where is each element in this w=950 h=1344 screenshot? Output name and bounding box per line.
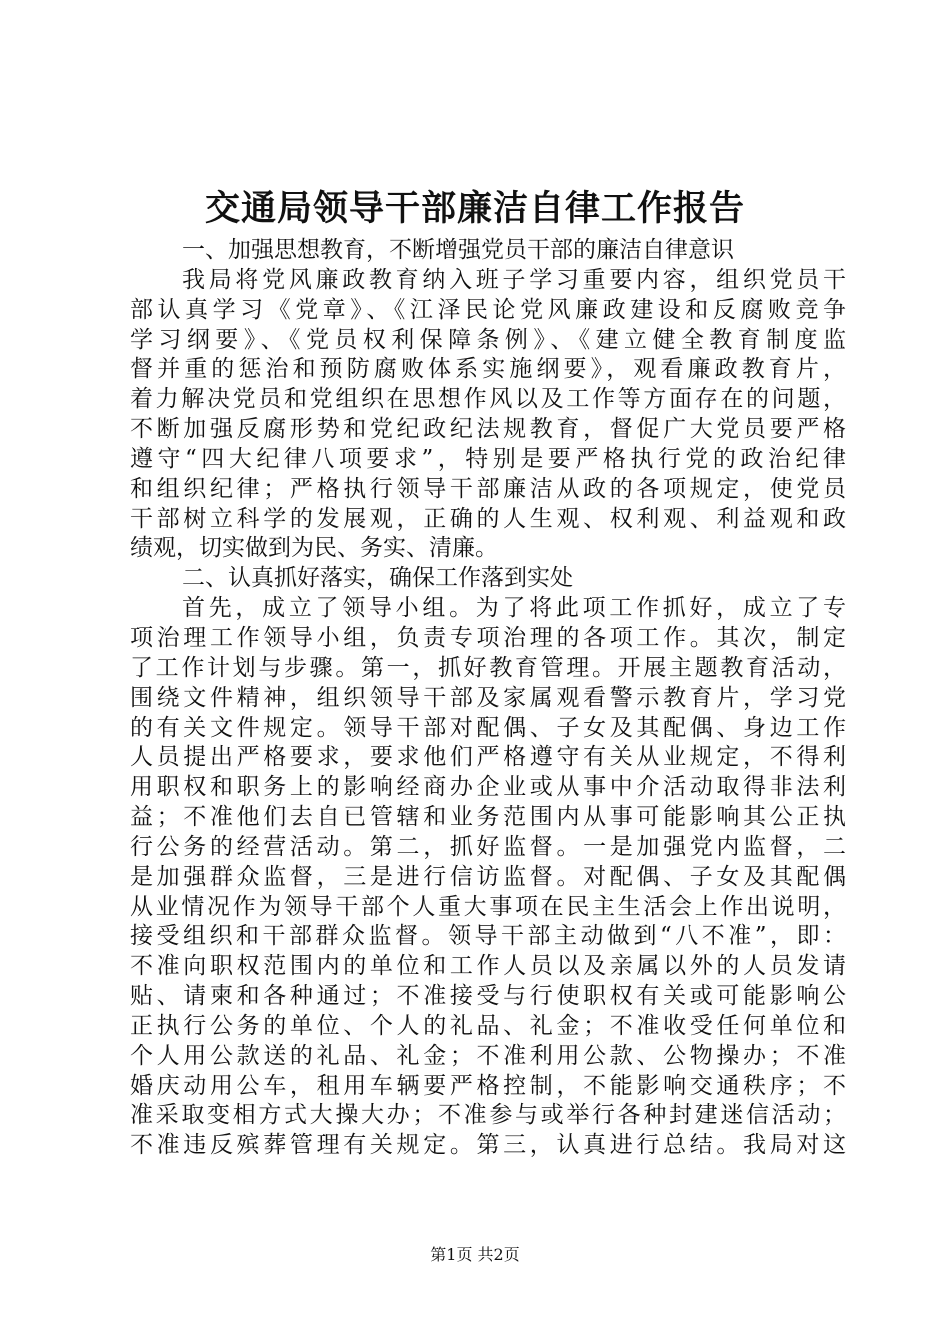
text-line: 益；不准他们去自已管辖和业务范围内从事可能影响其公正执 bbox=[130, 804, 846, 831]
text-line: 我局将党风廉政教育纳入班子学习重要内容，组织党员干 bbox=[182, 266, 846, 293]
text-line: 的有关文件规定。领导干部对配偶、子女及其配偶、身边工作 bbox=[130, 714, 846, 741]
text-line: 督并重的惩治和预防腐败体系实施纲要》，观看廉政教育片， bbox=[130, 356, 846, 383]
text-line: 人员提出严格要求，要求他们严格遵守有关从业规定，不得利 bbox=[130, 744, 846, 771]
text-line: 学习纲要》、《党员权利保障条例》、《建立健全教育制度监 bbox=[130, 326, 846, 353]
text-line: 首先，成立了领导小组。为了将此项工作抓好，成立了专 bbox=[182, 595, 846, 622]
text-line: 围绕文件精神，组织领导干部及家属观看警示教育片，学习党 bbox=[130, 684, 846, 711]
text-line: 一、加强思想教育，不断增强党员干部的廉洁自律意识 bbox=[182, 237, 734, 263]
text-line: 行公务的经营活动。第二，抓好监督。一是加强党内监督，二 bbox=[130, 833, 846, 860]
text-line: 二、认真抓好落实，确保工作落到实处 bbox=[182, 565, 573, 592]
text-line: 干部树立科学的发展观，正确的人生观、权利观、利益观和政 bbox=[130, 505, 846, 532]
text-line: 不准违反殡葬管理有关规定。第三，认真进行总结。我局对这 bbox=[130, 1132, 846, 1159]
text-line: 部认真学习《党章》、《江泽民论党风廉政建设和反腐败竞争 bbox=[130, 296, 846, 323]
text-line: 项治理工作领导小组，负责专项治理的各项工作。其次，制定 bbox=[130, 624, 846, 651]
text-line: 接受组织和干部群众监督。领导干部主动做到“八不准”，即： bbox=[130, 923, 846, 950]
text-line: 了工作计划与步骤。第一，抓好教育管理。开展主题教育活动， bbox=[130, 654, 846, 681]
text-line: 准采取变相方式大操大办；不准参与或举行各种封建迷信活动； bbox=[130, 1102, 846, 1129]
text-line: 个人用公款送的礼品、礼金；不准利用公款、公物操办；不准 bbox=[130, 1042, 846, 1069]
page-indicator: 第1页 共2页 bbox=[430, 1245, 520, 1264]
text-line: 绩观，切实做到为民、务实、清廉。 bbox=[130, 535, 498, 562]
text-line: 贴、请柬和各种通过；不准接受与行使职权有关或可能影响公 bbox=[130, 983, 846, 1010]
document-title: 交通局领导干部廉洁自律工作报告 bbox=[204, 188, 745, 229]
text-line: 着力解决党员和党组织在思想作风以及工作等方面存在的问题， bbox=[130, 386, 846, 413]
text-line: 用职权和职务上的影响经商办企业或从事中介活动取得非法利 bbox=[130, 774, 846, 801]
text-line: 是加强群众监督，三是进行信访监督。对配偶、子女及其配偶 bbox=[130, 863, 846, 890]
text-line: 遵守“四大纪律八项要求”，特别是要严格执行党的政治纪律 bbox=[130, 445, 846, 472]
text-line: 婚庆动用公车，租用车辆要严格控制，不能影响交通秩序；不 bbox=[130, 1072, 846, 1099]
text-line: 不准向职权范围内的单位和工作人员以及亲属以外的人员发请 bbox=[130, 953, 846, 980]
text-line: 正执行公务的单位、个人的礼品、礼金；不准收受任何单位和 bbox=[130, 1012, 846, 1039]
text-line: 从业情况作为领导干部个人重大事项在民主生活会上作出说明， bbox=[130, 893, 846, 920]
document-body bbox=[130, 236, 846, 1161]
text-line: 不断加强反腐形势和党纪政纪法规教育，督促广大党员要严格 bbox=[130, 416, 846, 443]
text-line: 和组织纪律；严格执行领导干部廉洁从政的各项规定，使党员 bbox=[130, 475, 846, 502]
